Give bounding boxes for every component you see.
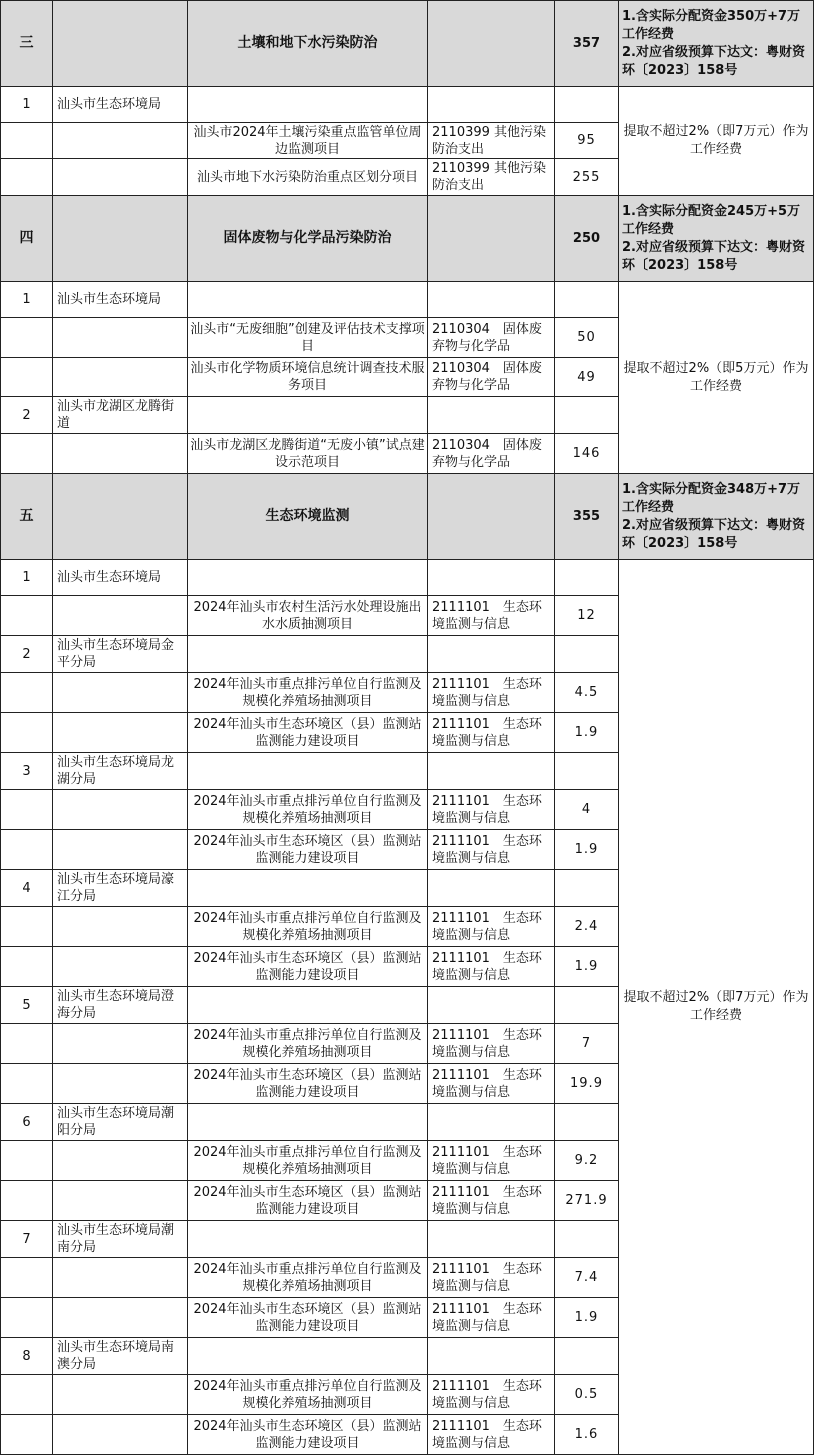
project-unit-cell bbox=[53, 907, 188, 947]
unit-number: 7 bbox=[1, 1221, 53, 1258]
unit-number: 8 bbox=[1, 1338, 53, 1375]
project-unit-cell bbox=[53, 1298, 188, 1338]
unit-code-cell bbox=[428, 1221, 555, 1258]
project-amount: 271.9 bbox=[555, 1181, 619, 1221]
project-budget-code: 2110399 其他污染防治支出 bbox=[428, 159, 555, 196]
project-name: 2024年汕头市生态环境区（县）监测站监测能力建设项目 bbox=[188, 1415, 428, 1455]
section-title: 固体废物与化学品污染防治 bbox=[188, 196, 428, 282]
section-amount: 357 bbox=[555, 1, 619, 87]
project-amount: 1.9 bbox=[555, 947, 619, 987]
project-number-cell bbox=[1, 830, 53, 870]
project-amount: 9.2 bbox=[555, 1141, 619, 1181]
project-number-cell bbox=[1, 318, 53, 358]
unit-name: 汕头市龙湖区龙腾街道 bbox=[53, 397, 188, 434]
unit-project-cell bbox=[188, 1104, 428, 1141]
unit-name: 汕头市生态环境局 bbox=[53, 87, 188, 123]
project-number-cell bbox=[1, 1181, 53, 1221]
project-budget-code: 2110399 其他污染防治支出 bbox=[428, 123, 555, 159]
project-budget-code: 2111101 生态环境监测与信息 bbox=[428, 947, 555, 987]
project-name: 2024年汕头市生态环境区（县）监测站监测能力建设项目 bbox=[188, 1181, 428, 1221]
unit-number: 2 bbox=[1, 636, 53, 673]
extraction-note: 提取不超过2%（即7万元）作为工作经费 bbox=[619, 560, 814, 1455]
project-unit-cell bbox=[53, 790, 188, 830]
project-unit-cell bbox=[53, 947, 188, 987]
unit-project-cell bbox=[188, 1338, 428, 1375]
section-unit-cell bbox=[53, 1, 188, 87]
project-unit-cell bbox=[53, 1375, 188, 1415]
section-header-row bbox=[1, 474, 814, 560]
unit-code-cell bbox=[428, 397, 555, 434]
unit-amount-cell bbox=[555, 636, 619, 673]
project-name: 2024年汕头市重点排污单位自行监测及规模化养殖场抽测项目 bbox=[188, 1375, 428, 1415]
section-note: 1.含实际分配资金348万+7万工作经费 2.对应省级预算下达文：粤财资环〔2023〕158号 bbox=[619, 474, 814, 560]
section-amount: 250 bbox=[555, 196, 619, 282]
project-name: 2024年汕头市重点排污单位自行监测及规模化养殖场抽测项目 bbox=[188, 790, 428, 830]
unit-code-cell bbox=[428, 636, 555, 673]
unit-project-cell bbox=[188, 753, 428, 790]
project-number-cell bbox=[1, 1298, 53, 1338]
unit-amount-cell bbox=[555, 1221, 619, 1258]
project-amount: 4.5 bbox=[555, 673, 619, 713]
project-number-cell bbox=[1, 947, 53, 987]
project-number-cell bbox=[1, 1415, 53, 1455]
project-unit-cell bbox=[53, 434, 188, 474]
unit-row bbox=[1, 87, 814, 123]
project-budget-code: 2111101 生态环境监测与信息 bbox=[428, 1375, 555, 1415]
unit-amount-cell bbox=[555, 397, 619, 434]
project-amount: 1.9 bbox=[555, 1298, 619, 1338]
project-budget-code: 2110304 固体废弃物与化学品 bbox=[428, 434, 555, 474]
project-name: 2024年汕头市农村生活污水处理设施出水水质抽测项目 bbox=[188, 596, 428, 636]
unit-code-cell bbox=[428, 753, 555, 790]
unit-name: 汕头市生态环境局濠江分局 bbox=[53, 870, 188, 907]
project-amount: 0.5 bbox=[555, 1375, 619, 1415]
project-number-cell bbox=[1, 1375, 53, 1415]
section-unit-cell bbox=[53, 474, 188, 560]
project-unit-cell bbox=[53, 1064, 188, 1104]
unit-number: 1 bbox=[1, 560, 53, 596]
project-name: 汕头市龙湖区龙腾街道“无废小镇”试点建设示范项目 bbox=[188, 434, 428, 474]
unit-project-cell bbox=[188, 1221, 428, 1258]
unit-project-cell bbox=[188, 397, 428, 434]
unit-amount-cell bbox=[555, 1104, 619, 1141]
section-amount: 355 bbox=[555, 474, 619, 560]
unit-amount-cell bbox=[555, 987, 619, 1024]
unit-project-cell bbox=[188, 636, 428, 673]
unit-amount-cell bbox=[555, 282, 619, 318]
section-note: 1.含实际分配资金350万+7万工作经费 2.对应省级预算下达文：粤财资环〔2023〕158号 bbox=[619, 1, 814, 87]
project-budget-code: 2111101 生态环境监测与信息 bbox=[428, 790, 555, 830]
unit-name: 汕头市生态环境局 bbox=[53, 560, 188, 596]
project-amount: 7.4 bbox=[555, 1258, 619, 1298]
unit-row bbox=[1, 282, 814, 318]
unit-code-cell bbox=[428, 1104, 555, 1141]
section-code-cell bbox=[428, 1, 555, 87]
project-number-cell bbox=[1, 434, 53, 474]
unit-code-cell bbox=[428, 1338, 555, 1375]
project-name: 2024年汕头市重点排污单位自行监测及规模化养殖场抽测项目 bbox=[188, 1141, 428, 1181]
unit-amount-cell bbox=[555, 1338, 619, 1375]
unit-code-cell bbox=[428, 282, 555, 318]
section-code-cell bbox=[428, 196, 555, 282]
unit-project-cell bbox=[188, 560, 428, 596]
project-amount: 1.9 bbox=[555, 713, 619, 753]
section-number: 三 bbox=[1, 1, 53, 87]
project-number-cell bbox=[1, 907, 53, 947]
project-amount: 12 bbox=[555, 596, 619, 636]
section-header-row bbox=[1, 196, 814, 282]
section-number: 五 bbox=[1, 474, 53, 560]
section-code-cell bbox=[428, 474, 555, 560]
project-budget-code: 2110304 固体废弃物与化学品 bbox=[428, 358, 555, 397]
project-name: 2024年汕头市重点排污单位自行监测及规模化养殖场抽测项目 bbox=[188, 1258, 428, 1298]
unit-code-cell bbox=[428, 87, 555, 123]
project-budget-code: 2111101 生态环境监测与信息 bbox=[428, 1181, 555, 1221]
unit-project-cell bbox=[188, 987, 428, 1024]
extraction-note: 提取不超过2%（即7万元）作为工作经费 bbox=[619, 87, 814, 196]
unit-name: 汕头市生态环境局南澳分局 bbox=[53, 1338, 188, 1375]
project-budget-code: 2111101 生态环境监测与信息 bbox=[428, 1415, 555, 1455]
project-unit-cell bbox=[53, 1415, 188, 1455]
extraction-note: 提取不超过2%（即5万元）作为工作经费 bbox=[619, 282, 814, 474]
unit-amount-cell bbox=[555, 87, 619, 123]
unit-code-cell bbox=[428, 987, 555, 1024]
unit-name: 汕头市生态环境局潮阳分局 bbox=[53, 1104, 188, 1141]
project-budget-code: 2111101 生态环境监测与信息 bbox=[428, 713, 555, 753]
project-amount: 1.6 bbox=[555, 1415, 619, 1455]
unit-name: 汕头市生态环境局 bbox=[53, 282, 188, 318]
section-title: 土壤和地下水污染防治 bbox=[188, 1, 428, 87]
project-unit-cell bbox=[53, 358, 188, 397]
project-name: 2024年汕头市生态环境区（县）监测站监测能力建设项目 bbox=[188, 830, 428, 870]
project-number-cell bbox=[1, 1141, 53, 1181]
project-name: 2024年汕头市生态环境区（县）监测站监测能力建设项目 bbox=[188, 947, 428, 987]
project-name: 汕头市地下水污染防治重点区划分项目 bbox=[188, 159, 428, 196]
section-number: 四 bbox=[1, 196, 53, 282]
project-number-cell bbox=[1, 358, 53, 397]
project-amount: 95 bbox=[555, 123, 619, 159]
project-unit-cell bbox=[53, 1024, 188, 1064]
project-number-cell bbox=[1, 596, 53, 636]
project-budget-code: 2111101 生态环境监测与信息 bbox=[428, 1064, 555, 1104]
project-amount: 146 bbox=[555, 434, 619, 474]
unit-number: 5 bbox=[1, 987, 53, 1024]
project-amount: 1.9 bbox=[555, 830, 619, 870]
project-amount: 4 bbox=[555, 790, 619, 830]
project-amount: 49 bbox=[555, 358, 619, 397]
unit-number: 3 bbox=[1, 753, 53, 790]
project-name: 汕头市“无废细胞”创建及评估技术支撑项目 bbox=[188, 318, 428, 358]
project-amount: 19.9 bbox=[555, 1064, 619, 1104]
unit-row bbox=[1, 560, 814, 596]
unit-number: 1 bbox=[1, 282, 53, 318]
project-unit-cell bbox=[53, 830, 188, 870]
unit-number: 4 bbox=[1, 870, 53, 907]
project-name: 2024年汕头市重点排污单位自行监测及规模化养殖场抽测项目 bbox=[188, 1024, 428, 1064]
unit-code-cell bbox=[428, 560, 555, 596]
project-name: 2024年汕头市生态环境区（县）监测站监测能力建设项目 bbox=[188, 1298, 428, 1338]
project-name: 2024年汕头市重点排污单位自行监测及规模化养殖场抽测项目 bbox=[188, 673, 428, 713]
project-unit-cell bbox=[53, 1258, 188, 1298]
project-number-cell bbox=[1, 673, 53, 713]
project-amount: 7 bbox=[555, 1024, 619, 1064]
project-unit-cell bbox=[53, 318, 188, 358]
project-name: 2024年汕头市生态环境区（县）监测站监测能力建设项目 bbox=[188, 1064, 428, 1104]
section-header-row bbox=[1, 1, 814, 87]
unit-number: 6 bbox=[1, 1104, 53, 1141]
project-budget-code: 2110304 固体废弃物与化学品 bbox=[428, 318, 555, 358]
project-amount: 255 bbox=[555, 159, 619, 196]
project-unit-cell bbox=[53, 1181, 188, 1221]
section-unit-cell bbox=[53, 196, 188, 282]
project-budget-code: 2111101 生态环境监测与信息 bbox=[428, 830, 555, 870]
unit-name: 汕头市生态环境局金平分局 bbox=[53, 636, 188, 673]
project-unit-cell bbox=[53, 1141, 188, 1181]
project-number-cell bbox=[1, 1064, 53, 1104]
project-budget-code: 2111101 生态环境监测与信息 bbox=[428, 673, 555, 713]
project-name: 2024年汕头市重点排污单位自行监测及规模化养殖场抽测项目 bbox=[188, 907, 428, 947]
project-number-cell bbox=[1, 159, 53, 196]
project-unit-cell bbox=[53, 713, 188, 753]
unit-name: 汕头市生态环境局澄海分局 bbox=[53, 987, 188, 1024]
project-number-cell bbox=[1, 1258, 53, 1298]
project-number-cell bbox=[1, 713, 53, 753]
unit-name: 汕头市生态环境局龙湖分局 bbox=[53, 753, 188, 790]
project-name: 汕头市化学物质环境信息统计调查技术服务项目 bbox=[188, 358, 428, 397]
project-number-cell bbox=[1, 790, 53, 830]
project-budget-code: 2111101 生态环境监测与信息 bbox=[428, 1298, 555, 1338]
unit-project-cell bbox=[188, 282, 428, 318]
project-budget-code: 2111101 生态环境监测与信息 bbox=[428, 907, 555, 947]
project-unit-cell bbox=[53, 673, 188, 713]
project-amount: 50 bbox=[555, 318, 619, 358]
unit-code-cell bbox=[428, 870, 555, 907]
project-budget-code: 2111101 生态环境监测与信息 bbox=[428, 1024, 555, 1064]
unit-number: 1 bbox=[1, 87, 53, 123]
project-unit-cell bbox=[53, 596, 188, 636]
unit-amount-cell bbox=[555, 753, 619, 790]
unit-number: 2 bbox=[1, 397, 53, 434]
project-unit-cell bbox=[53, 159, 188, 196]
project-amount: 2.4 bbox=[555, 907, 619, 947]
unit-amount-cell bbox=[555, 560, 619, 596]
unit-amount-cell bbox=[555, 870, 619, 907]
project-name: 汕头市2024年土壤污染重点监管单位周边监测项目 bbox=[188, 123, 428, 159]
project-name: 2024年汕头市生态环境区（县）监测站监测能力建设项目 bbox=[188, 713, 428, 753]
unit-project-cell bbox=[188, 87, 428, 123]
section-note: 1.含实际分配资金245万+5万工作经费 2.对应省级预算下达文：粤财资环〔2023〕158号 bbox=[619, 196, 814, 282]
unit-project-cell bbox=[188, 870, 428, 907]
section-title: 生态环境监测 bbox=[188, 474, 428, 560]
project-number-cell bbox=[1, 123, 53, 159]
project-budget-code: 2111101 生态环境监测与信息 bbox=[428, 596, 555, 636]
project-budget-code: 2111101 生态环境监测与信息 bbox=[428, 1258, 555, 1298]
project-number-cell bbox=[1, 1024, 53, 1064]
unit-name: 汕头市生态环境局潮南分局 bbox=[53, 1221, 188, 1258]
project-budget-code: 2111101 生态环境监测与信息 bbox=[428, 1141, 555, 1181]
project-unit-cell bbox=[53, 123, 188, 159]
